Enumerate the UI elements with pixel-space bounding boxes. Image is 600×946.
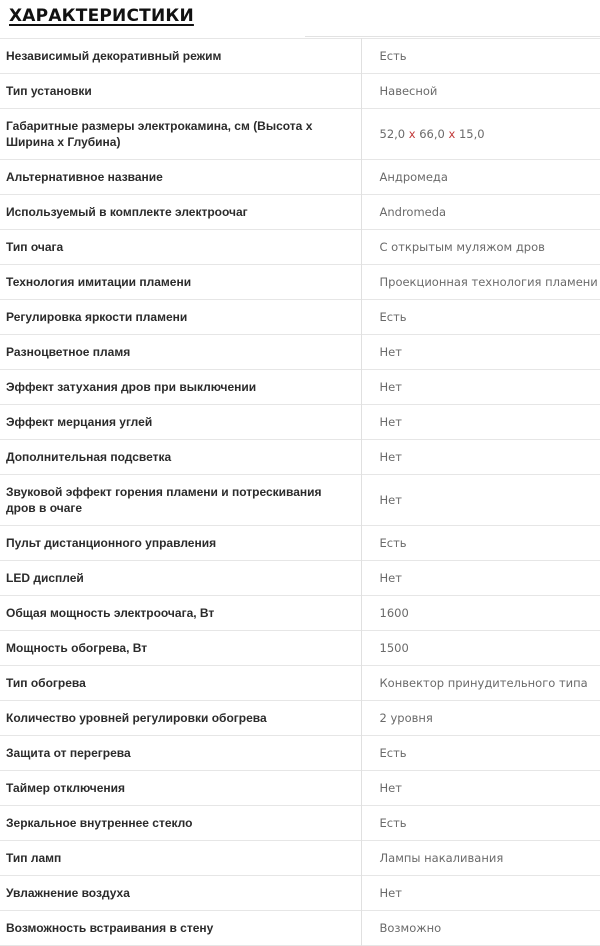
spec-value: Есть: [379, 310, 407, 324]
spec-value: 1500: [379, 641, 409, 655]
spec-row: [0, 806, 600, 841]
title-divider: [305, 36, 600, 37]
spec-value: Андромеда: [379, 170, 448, 184]
spec-label: Зеркальное внутреннее стекло: [0, 806, 361, 841]
dim-separator: x: [408, 127, 416, 141]
spec-row: [0, 195, 600, 230]
spec-row: [0, 911, 600, 946]
spec-value: Возможно: [379, 921, 442, 935]
spec-label: Пульт дистанционного управления: [0, 526, 361, 561]
spec-label: Тип обогрева: [0, 666, 361, 701]
spec-label: Звуковой эффект горения пламени и потрескивания дров в очаге: [0, 475, 361, 526]
spec-row: [0, 440, 600, 475]
spec-row: [0, 631, 600, 666]
spec-row: [0, 160, 600, 195]
spec-label: Количество уровней регулировки обогрева: [0, 701, 361, 736]
spec-row: [0, 561, 600, 596]
spec-value: Проекционная технология пламени: [379, 275, 598, 289]
spec-value-dimensions: [361, 109, 600, 160]
spec-value: Лампы накаливания: [379, 851, 504, 865]
spec-value: С открытым муляжом дров: [379, 240, 545, 254]
spec-label: Увлажнение воздуха: [0, 876, 361, 911]
spec-value: Нет: [379, 781, 402, 795]
spec-row: [0, 771, 600, 806]
spec-value: Нет: [379, 380, 402, 394]
spec-label: Мощность обогрева, Вт: [0, 631, 361, 666]
spec-value: Есть: [379, 49, 407, 63]
dim-depth: 15,0: [458, 127, 485, 141]
section-title: ХАРАКТЕРИСТИКИ: [9, 6, 194, 26]
spec-label: Независимый декоративный режим: [0, 39, 361, 74]
spec-value: Нет: [379, 415, 402, 429]
spec-value: Есть: [379, 816, 407, 830]
spec-label: Тип ламп: [0, 841, 361, 876]
section-header: [0, 0, 600, 38]
spec-label: Тип установки: [0, 74, 361, 109]
spec-row: [0, 405, 600, 440]
spec-row: [0, 475, 600, 526]
spec-row: [0, 701, 600, 736]
spec-value: Andromeda: [379, 205, 447, 219]
spec-row: [0, 300, 600, 335]
spec-row: [0, 370, 600, 405]
spec-value: Нет: [379, 886, 402, 900]
spec-row: [0, 230, 600, 265]
spec-label: Технология имитации пламени: [0, 265, 361, 300]
spec-label: Защита от перегрева: [0, 736, 361, 771]
spec-row: [0, 876, 600, 911]
spec-row: [0, 265, 600, 300]
spec-label: Регулировка яркости пламени: [0, 300, 361, 335]
spec-value: Нет: [379, 571, 402, 585]
spec-value: Конвектор принудительного типа: [379, 676, 588, 690]
dim-height: 52,0: [379, 127, 406, 141]
dim-separator: x: [448, 127, 456, 141]
spec-label: Дополнительная подсветка: [0, 440, 361, 475]
specs-table: [0, 38, 600, 946]
spec-value: Нет: [379, 345, 402, 359]
spec-label: LED дисплей: [0, 561, 361, 596]
spec-value: Есть: [379, 746, 407, 760]
spec-value: 2 уровня: [379, 711, 433, 725]
spec-row: [0, 74, 600, 109]
spec-value: Нет: [379, 450, 402, 464]
spec-row: [0, 39, 600, 74]
spec-row: [0, 335, 600, 370]
spec-row: [0, 526, 600, 561]
spec-value: Нет: [379, 493, 402, 507]
spec-value: Есть: [379, 536, 407, 550]
spec-label: Эффект мерцания углей: [0, 405, 361, 440]
spec-label: Эффект затухания дров при выключении: [0, 370, 361, 405]
spec-row: [0, 109, 600, 160]
spec-value: 1600: [379, 606, 409, 620]
dim-width: 66,0: [419, 127, 445, 141]
spec-row: [0, 666, 600, 701]
spec-label: Общая мощность электроочага, Вт: [0, 596, 361, 631]
spec-label: Тип очага: [0, 230, 361, 265]
spec-value: Навесной: [379, 84, 438, 98]
spec-label: Возможность встраивания в стену: [0, 911, 361, 946]
spec-label: Используемый в комплекте электроочаг: [0, 195, 361, 230]
spec-label: Таймер отключения: [0, 771, 361, 806]
spec-label: Разноцветное пламя: [0, 335, 361, 370]
spec-row: [0, 736, 600, 771]
spec-label: Альтернативное название: [0, 160, 361, 195]
spec-label: Габаритные размеры электрокамина, см (Высота x Ширина x Глубина): [0, 109, 361, 160]
spec-row: [0, 596, 600, 631]
spec-row: [0, 841, 600, 876]
